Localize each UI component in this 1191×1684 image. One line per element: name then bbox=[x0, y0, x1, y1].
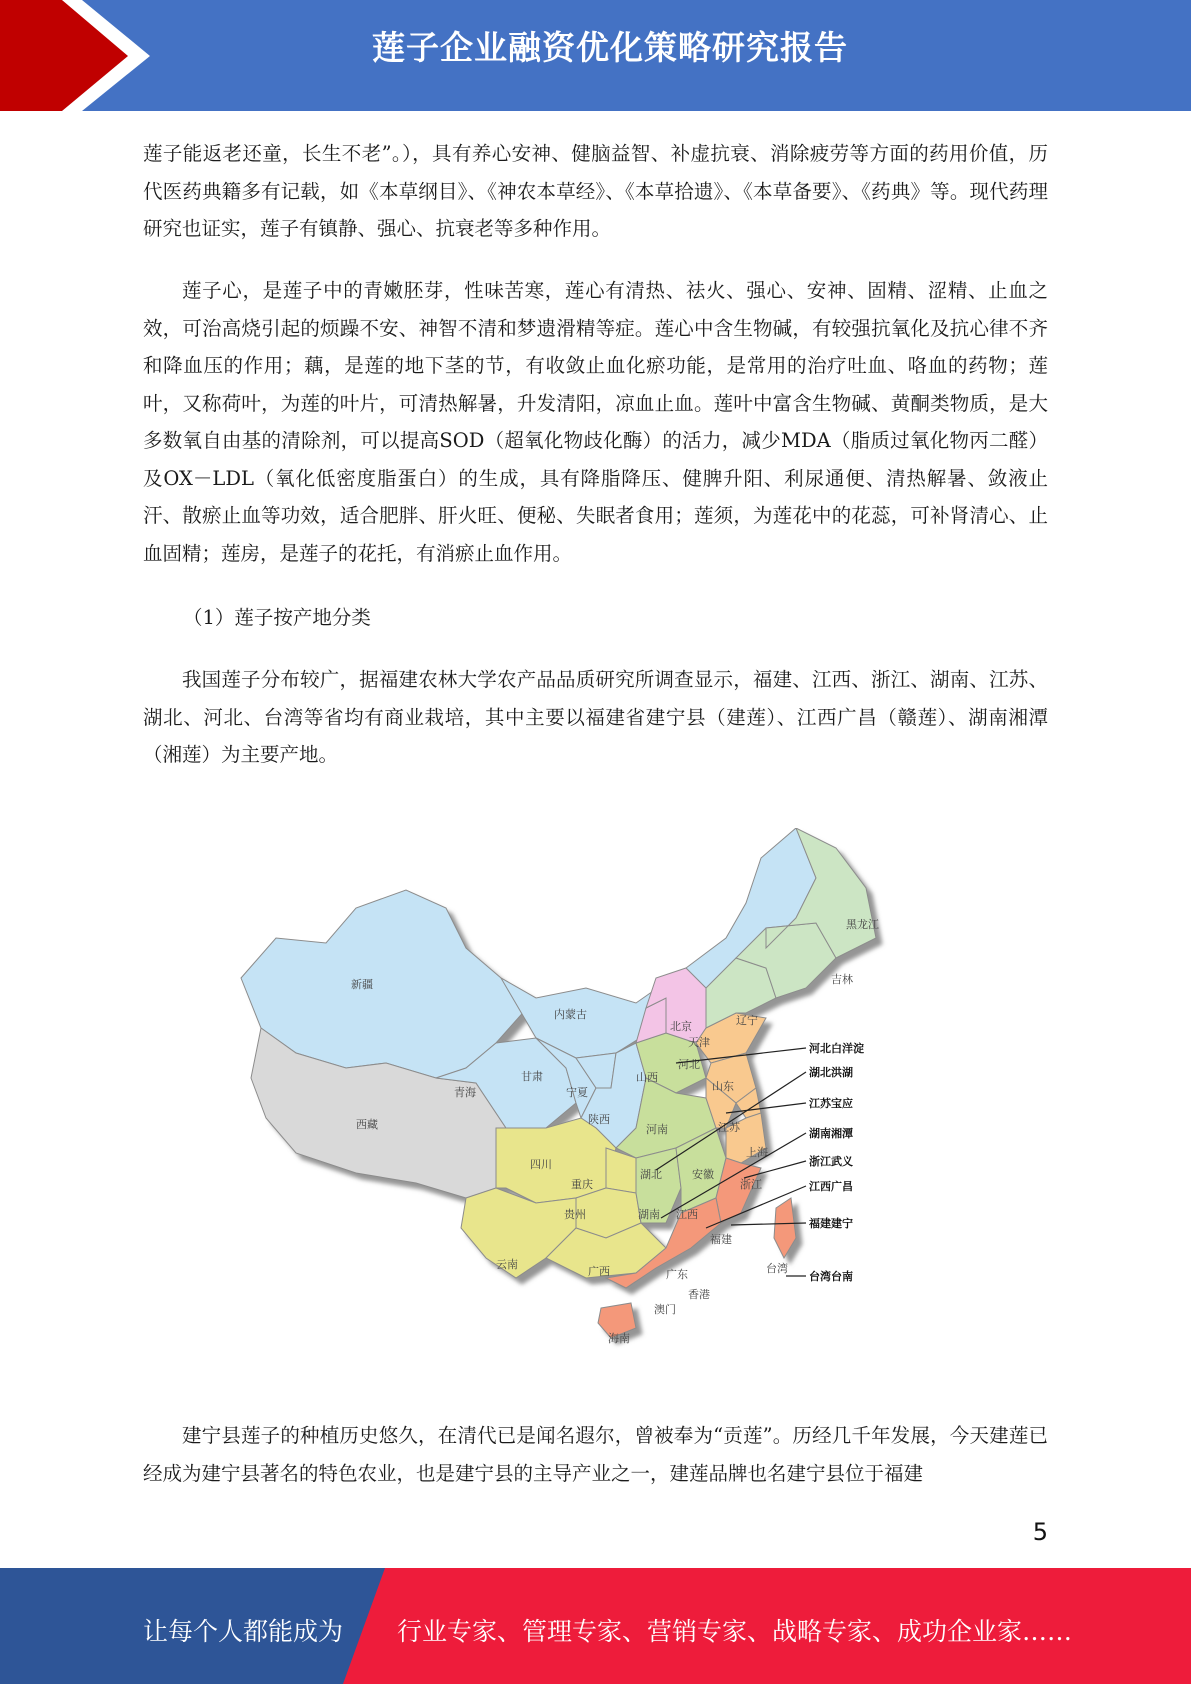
province-label: 新疆 bbox=[351, 978, 373, 991]
callout-label: 江苏宝应 bbox=[809, 1097, 853, 1110]
footer-slogan-left: 让每个人都能成为 bbox=[143, 1617, 344, 1646]
section-heading: （1）莲子按产地分类 bbox=[183, 606, 371, 629]
province-label: 青海 bbox=[454, 1086, 476, 1099]
paragraph-2-block bbox=[143, 272, 1048, 572]
province-label: 福建 bbox=[710, 1233, 732, 1246]
province-label: 天津 bbox=[688, 1036, 710, 1049]
province-label: 宁夏 bbox=[566, 1086, 588, 1099]
province-label: 贵州 bbox=[564, 1208, 586, 1221]
callout-label: 台湾台南 bbox=[809, 1270, 853, 1283]
province-label: 安徽 bbox=[692, 1168, 714, 1181]
callout-label: 河北白洋淀 bbox=[809, 1042, 864, 1055]
province-label: 台湾 bbox=[766, 1262, 788, 1275]
paragraph: 莲子心，是莲子中的青嫩胚芽，性味苦寒，莲心有清热、祛火、强心、安神、固精、涩精、止血之效，可治高烧引起的烦躁不安、神智不清和梦遗滑精等症。莲心中含生物碱，有较强抗氧化及抗心律不齐和降血压的作用；藕，是莲的地下茎的节，有收敛止血化瘀功能，是常用的治疗吐血、咯血的药物；莲叶，又称荷叶，为莲的叶片，可清热解暑，升发清阳，凉血止血。莲叶中富含生物碱、黄酮类物质，是大多数氧自由基的清除剂，可以提高SOD（超氧化物歧化酶）的活力，减少MDA（脂质过氧化物丙二醛）及OX－LDL（氧化低密度脂蛋白）的生成，具有降脂降压、健脾升阳、利尿通便、清热解暑、敛液止汗、散瘀止血等功效，适合肥胖、肝火旺、便秘、失眠者食用；莲须，为莲花中的花蕊，可补肾清心、止血固精；莲房，是莲子的花托，有消瘀止血作用。 bbox=[143, 279, 1048, 565]
paragraph: 建宁县莲子的种植历史悠久，在清代已是闻名遐尔，曾被奉为“贡莲”。历经几千年发展，今天建莲已经成为建宁县著名的特色农业，也是建宁县的主导产业之一，建莲品牌也名建宁县位于福建 bbox=[143, 1424, 1048, 1485]
province-label: 四川 bbox=[530, 1158, 552, 1171]
page-footer bbox=[0, 1568, 1191, 1684]
province-label: 西藏 bbox=[356, 1118, 378, 1131]
province-label: 广西 bbox=[588, 1265, 610, 1278]
province-label: 河南 bbox=[646, 1123, 668, 1136]
province-label: 北京 bbox=[670, 1020, 692, 1033]
china-lotus-producing-map bbox=[236, 828, 936, 1368]
province-label: 湖北 bbox=[640, 1168, 662, 1181]
footer-slogan-right: 行业专家、管理专家、营销专家、战略专家、成功企业家…… bbox=[397, 1617, 1073, 1646]
paragraph-1-block bbox=[143, 135, 1048, 248]
province-label: 上海 bbox=[746, 1146, 768, 1159]
paragraph-3-block bbox=[143, 661, 1048, 774]
province-label: 广东 bbox=[666, 1268, 688, 1281]
province-label: 陕西 bbox=[588, 1113, 610, 1126]
province-label: 浙江 bbox=[740, 1178, 762, 1191]
callout-label: 福建建宁 bbox=[809, 1217, 853, 1230]
province-label: 香港 bbox=[688, 1288, 710, 1301]
page-header bbox=[0, 0, 1191, 111]
province-label: 山西 bbox=[636, 1071, 658, 1084]
province-label: 海南 bbox=[608, 1332, 630, 1345]
province-label: 湖南 bbox=[638, 1208, 660, 1221]
province-label: 云南 bbox=[496, 1258, 518, 1271]
province-label: 重庆 bbox=[571, 1178, 593, 1191]
province-label: 江苏 bbox=[718, 1121, 740, 1134]
header-title: 莲子企业融资优化策略研究报告 bbox=[372, 28, 848, 67]
province-label: 山东 bbox=[712, 1080, 734, 1093]
province-label: 黑龙江 bbox=[846, 918, 879, 931]
callout-label: 湖南湘潭 bbox=[809, 1127, 853, 1140]
callout-label: 浙江武义 bbox=[809, 1155, 853, 1168]
region-taiwan bbox=[774, 1198, 796, 1258]
page-number: 5 bbox=[1032, 1518, 1048, 1546]
paragraph: 我国莲子分布较广，据福建农林大学农产品品质研究所调查显示，福建、江西、浙江、湖南、江苏、湖北、河北、台湾等省均有商业栽培，其中主要以福建省建宁县（建莲）、江西广昌（赣莲）、湖南湘潭（湘莲）为主要产地。 bbox=[143, 668, 1048, 766]
province-label: 吉林 bbox=[831, 973, 853, 986]
province-label: 甘肃 bbox=[521, 1070, 543, 1083]
province-label: 辽宁 bbox=[736, 1014, 758, 1027]
callout-label: 湖北洪湖 bbox=[809, 1066, 853, 1079]
province-label: 河北 bbox=[678, 1058, 700, 1071]
callout-label: 江西广昌 bbox=[809, 1180, 853, 1193]
province-label: 内蒙古 bbox=[554, 1008, 587, 1021]
province-label: 澳门 bbox=[654, 1303, 676, 1316]
paragraph-4-block bbox=[143, 1417, 1048, 1492]
map-svg bbox=[236, 828, 936, 1368]
paragraph: 莲子能返老还童，长生不老”。），具有养心安神、健脑益智、补虚抗衰、消除疲劳等方面的药用价值，历代医药典籍多有记载，如《本草纲目》、《神农本草经》、《本草拾遗》、《本草备要》、《药典》等。现代药理研究也证实，莲子有镇静、强心、抗衰老等多种作用。 bbox=[143, 142, 1048, 240]
section-heading-block bbox=[143, 599, 1048, 637]
province-label: 江西 bbox=[676, 1208, 698, 1221]
